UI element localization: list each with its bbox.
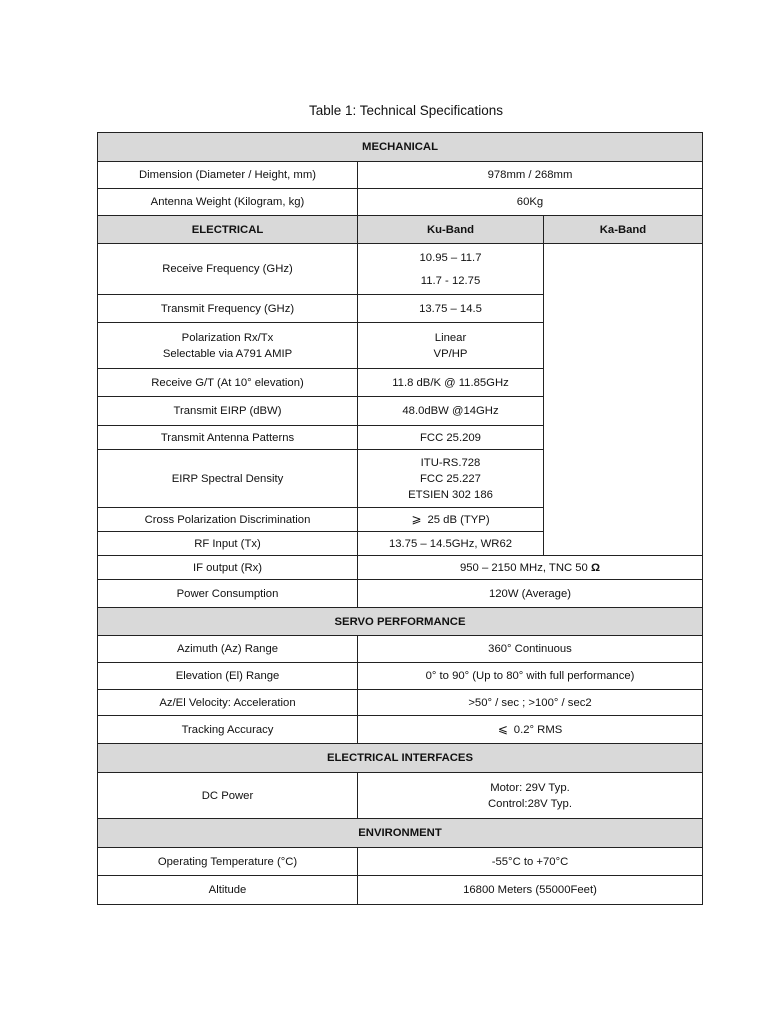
spec-value — [358, 450, 544, 508]
section-header-environment — [98, 819, 703, 848]
value-line: 11.7 - 12.75 — [420, 274, 481, 287]
spec-label: Altitude — [98, 876, 358, 905]
value-line: Motor: 29V Typ. — [490, 781, 570, 794]
spec-value: 48.0dBW @14GHz — [358, 397, 544, 426]
spec-value: 120W (Average) — [358, 580, 703, 608]
spec-label: Transmit EIRP (dBW) — [98, 397, 358, 426]
spec-label: DC Power — [98, 773, 358, 819]
value-line: Control:28V Typ. — [488, 797, 572, 810]
table-caption: Table 1: Technical Specifications — [308, 103, 504, 118]
spec-value — [358, 244, 544, 295]
spec-label: Az/El Velocity: Acceleration — [98, 690, 358, 716]
label-line: Selectable via A791 AMIP — [162, 347, 293, 360]
spec-label: Dimension (Diameter / Height, mm) — [98, 162, 358, 189]
value-text: 0.2° RMS — [513, 724, 563, 736]
spec-label: Operating Temperature (°C) — [98, 848, 358, 876]
specifications-table — [97, 132, 703, 905]
spec-label: Antenna Weight (Kilogram, kg) — [98, 189, 358, 216]
table-row — [98, 556, 703, 580]
section-title: MECHANICAL — [98, 133, 703, 162]
table-row — [98, 663, 703, 690]
spec-value: 360° Continuous — [358, 636, 703, 663]
spec-value: 11.8 dB/K @ 11.85GHz — [358, 369, 544, 397]
table-row — [98, 244, 703, 295]
value-line: ITU-RS.728 — [420, 456, 481, 469]
column-header-ku-band: Ku-Band — [358, 216, 544, 244]
spec-value: 978mm / 268mm — [358, 162, 703, 189]
spec-value — [358, 773, 703, 819]
value-line: 10.95 – 11.7 — [419, 251, 482, 264]
table-row — [98, 162, 703, 189]
less-equal-icon: ⩽ — [497, 722, 508, 736]
spec-value: 0° to 90° (Up to 80° with full performance) — [358, 663, 703, 690]
spec-label: RF Input (Tx) — [98, 532, 358, 556]
section-header-servo — [98, 608, 703, 636]
column-header-ka-band: Ka-Band — [544, 216, 703, 244]
greater-equal-icon: ⩾ — [411, 512, 422, 526]
table-row — [98, 848, 703, 876]
spec-value: >50° / sec ; >100° / sec2 — [358, 690, 703, 716]
value-line: ETSIEN 302 186 — [408, 488, 493, 501]
spec-label — [98, 323, 358, 369]
spec-value — [358, 716, 703, 744]
value-line: VP/HP — [433, 347, 468, 360]
table-row — [98, 636, 703, 663]
table-row — [98, 773, 703, 819]
section-title: ELECTRICAL — [98, 216, 358, 244]
section-header-interfaces — [98, 744, 703, 773]
value-text: 950 – 2150 MHz, TNC 50 — [459, 561, 588, 574]
section-title: ENVIRONMENT — [98, 819, 703, 848]
section-title: ELECTRICAL INTERFACES — [98, 744, 703, 773]
spec-label: Transmit Frequency (GHz) — [98, 295, 358, 323]
section-title: SERVO PERFORMANCE — [98, 608, 703, 636]
value-text: 25 dB (TYP) — [427, 514, 490, 526]
spec-value: -55°C to +70°C — [358, 848, 703, 876]
spec-value — [358, 323, 544, 369]
spec-value: FCC 25.209 — [358, 426, 544, 450]
spec-label: Cross Polarization Discrimination — [98, 508, 358, 532]
value-line: FCC 25.227 — [420, 472, 481, 485]
spec-value: 16800 Meters (55000Feet) — [358, 876, 703, 905]
spec-value: 13.75 – 14.5GHz, WR62 — [358, 532, 544, 556]
spec-label: Receive Frequency (GHz) — [98, 244, 358, 295]
spec-label: Tracking Accuracy — [98, 716, 358, 744]
ka-band-empty-cell — [544, 244, 703, 556]
spec-label: Azimuth (Az) Range — [98, 636, 358, 663]
spec-value: 13.75 – 14.5 — [358, 295, 544, 323]
section-header-electrical — [98, 216, 703, 244]
spec-label: EIRP Spectral Density — [98, 450, 358, 508]
table-row — [98, 716, 703, 744]
table-row — [98, 580, 703, 608]
spec-label: Receive G/T (At 10° elevation) — [98, 369, 358, 397]
spec-label: Elevation (El) Range — [98, 663, 358, 690]
spec-value — [358, 556, 703, 580]
spec-value: 60Kg — [358, 189, 703, 216]
table-row — [98, 189, 703, 216]
spec-value — [358, 508, 544, 532]
section-header-mechanical — [98, 133, 703, 162]
value-line: Linear — [434, 331, 467, 344]
label-line: Polarization Rx/Tx — [181, 331, 274, 344]
ohm-symbol: Ω — [590, 561, 601, 574]
table-row — [98, 690, 703, 716]
spec-label: Power Consumption — [98, 580, 358, 608]
spec-label: Transmit Antenna Patterns — [98, 426, 358, 450]
table-row — [98, 876, 703, 905]
spec-label: IF output (Rx) — [98, 556, 358, 580]
